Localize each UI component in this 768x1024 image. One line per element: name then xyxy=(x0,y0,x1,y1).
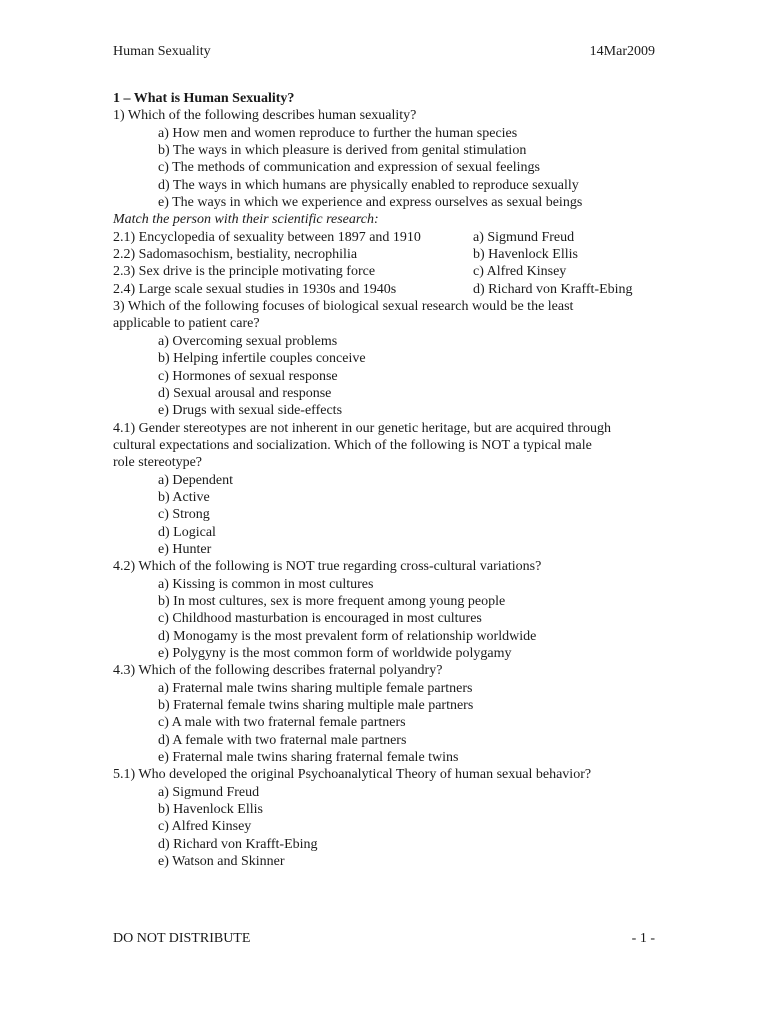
answer-option: d) Sexual arousal and response xyxy=(158,385,332,401)
match-row xyxy=(113,281,658,298)
document-body xyxy=(113,90,658,870)
answer-option: c) Hormones of sexual response xyxy=(158,368,338,384)
answer-option: e) Hunter xyxy=(158,541,212,557)
answer-option: d) The ways in which humans are physically enabled to reproduce sexually xyxy=(158,177,579,193)
answer-option: b) Havenlock Ellis xyxy=(158,802,263,818)
answer-option: c) The methods of communication and expression of sexual feelings xyxy=(158,160,540,176)
match-choice: a) Sigmund Freud xyxy=(473,229,575,245)
answer-option: e) Polygyny is the most common form of worldwide polygamy xyxy=(158,646,512,661)
answer-option: c) Alfred Kinsey xyxy=(158,819,252,835)
question-4-3: 4.3) Which of the following describes fraternal polyandry? xyxy=(113,663,443,679)
page-footer xyxy=(113,931,655,951)
match-row xyxy=(113,229,658,246)
question-4-1-line-2: cultural expectations and socialization. Which of the following is NOT a typical male xyxy=(113,437,592,453)
answer-option: e) Drugs with sexual side-effects xyxy=(158,403,343,419)
answer-option: b) The ways in which pleasure is derived from genital stimulation xyxy=(158,143,527,159)
answer-option: d) A female with two fraternal male partners xyxy=(158,732,407,748)
answer-option: d) Monogamy is the most prevalent form of relationship worldwide xyxy=(158,628,537,644)
header-title: Human Sexuality xyxy=(113,44,211,59)
answer-option: b) Helping infertile couples conceive xyxy=(158,351,366,367)
footer-notice: DO NOT DISTRIBUTE xyxy=(113,931,251,946)
header-date: 14Mar2009 xyxy=(589,44,655,59)
answer-option: a) Sigmund Freud xyxy=(158,784,260,800)
match-item: 2.3) Sex drive is the principle motivating force xyxy=(113,264,376,280)
question-4-2: 4.2) Which of the following is NOT true regarding cross-cultural variations? xyxy=(113,559,542,575)
answer-option: a) Overcoming sexual problems xyxy=(158,333,338,349)
answer-option: b) Fraternal female twins sharing multiple male partners xyxy=(158,698,474,714)
answer-option: a) Kissing is common in most cultures xyxy=(158,576,374,592)
match-row xyxy=(113,263,658,280)
question-3-line-2: applicable to patient care? xyxy=(113,316,260,332)
answer-option: b) Active xyxy=(158,489,210,505)
answer-option: a) Dependent xyxy=(158,472,234,488)
answer-option: e) The ways in which we experience and express ourselves as sexual beings xyxy=(158,195,583,211)
answer-option: d) Richard von Krafft-Ebing xyxy=(158,836,318,852)
question-5-1: 5.1) Who developed the original Psychoanalytical Theory of human sexual behavior? xyxy=(113,767,592,783)
section-title: 1 – What is Human Sexuality? xyxy=(113,91,295,106)
answer-option: c) Strong xyxy=(158,507,210,523)
answer-option: e) Fraternal male twins sharing fraternal female twins xyxy=(158,750,459,766)
answer-option: e) Watson and Skinner xyxy=(158,854,285,870)
match-item: 2.1) Encyclopedia of sexuality between 1897 and 1910 xyxy=(113,229,421,245)
answer-option: c) Childhood masturbation is encouraged in most cultures xyxy=(158,611,482,627)
answer-option: c) A male with two fraternal female partners xyxy=(158,715,406,731)
answer-option: b) In most cultures, sex is more frequent among young people xyxy=(158,593,506,609)
page-header xyxy=(113,44,655,64)
answer-option: d) Logical xyxy=(158,524,216,540)
answer-option: a) How men and women reproduce to further the human species xyxy=(158,125,518,141)
match-choice: d) Richard von Krafft-Ebing xyxy=(473,281,633,297)
match-row xyxy=(113,246,658,263)
page-number: - 1 - xyxy=(631,931,655,946)
match-item: 2.4) Large scale sexual studies in 1930s and 1940s xyxy=(113,281,397,297)
match-item: 2.2) Sadomasochism, bestiality, necrophilia xyxy=(113,247,358,263)
answer-option: a) Fraternal male twins sharing multiple female partners xyxy=(158,680,473,696)
match-choice: b) Havenlock Ellis xyxy=(473,247,578,263)
match-choice: c) Alfred Kinsey xyxy=(473,264,567,280)
question-4-1-line-3: role stereotype? xyxy=(113,455,203,471)
question-3-line-1: 3) Which of the following focuses of biological sexual research would be the least xyxy=(113,299,574,315)
question-4-1-line-1: 4.1) Gender stereotypes are not inherent in our genetic heritage, but are acquired through xyxy=(113,420,611,436)
match-instruction: Match the person with their scientific research: xyxy=(113,212,379,228)
question-1: 1) Which of the following describes human sexuality? xyxy=(113,108,417,124)
